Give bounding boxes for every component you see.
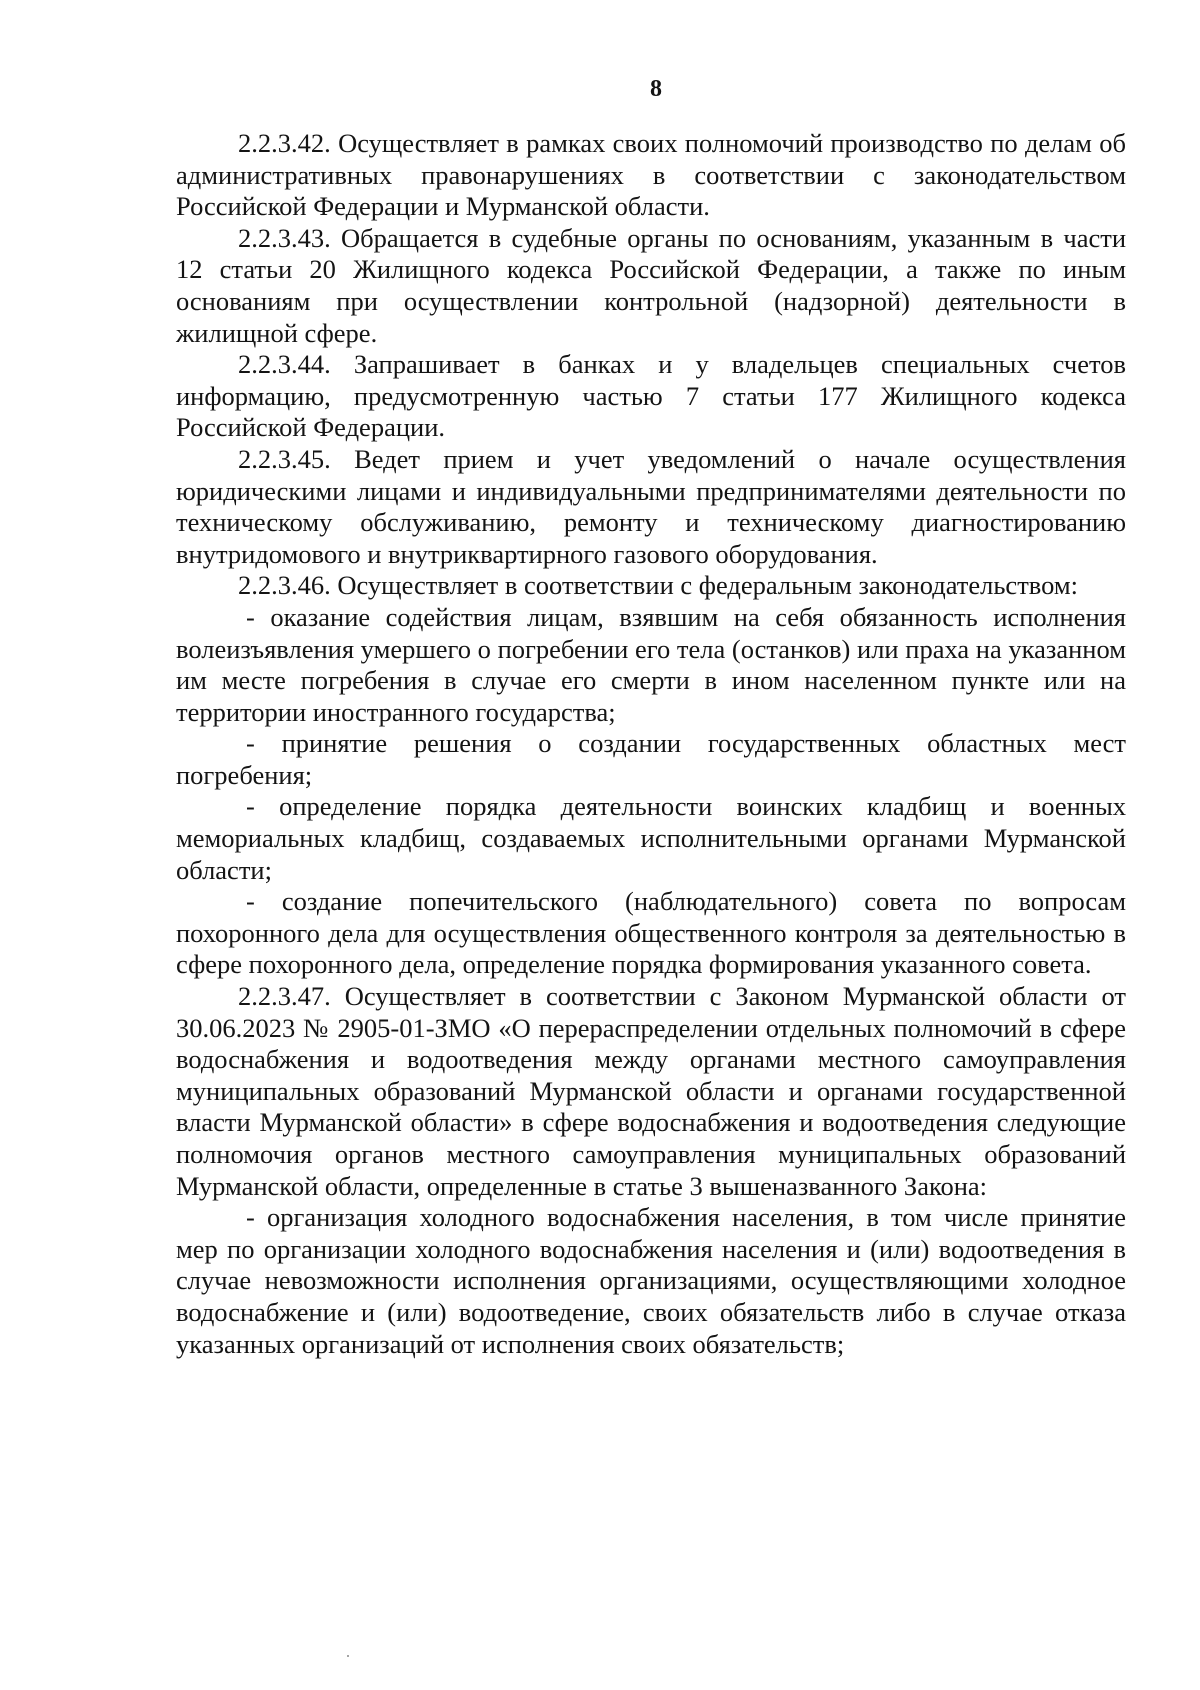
document-body [176, 128, 1126, 1360]
paragraph-2-2-3-45: 2.2.3.45. Ведет прием и учет уведомлений о начале осуществления юридическими лицами и индивидуальными предпринимателями деятельности по техническому обслуживанию, ремонту и техническому диагностированию внутридомового и внутриквартирного газового оборудования. [176, 443, 1126, 569]
list-item-military-cemeteries: - определение порядка деятельности воинских кладбищ и военных мемориальных кладбищ, создаваемых исполнительными органами Мурманской области; [176, 791, 1126, 885]
paragraph-2-2-3-46: 2.2.3.46. Осуществляет в соответствии с федеральным законодательством: [238, 570, 1078, 601]
paragraph-2-2-3-43: 2.2.3.43. Обращается в судебные органы по основаниям, указанным в части 12 статьи 20 Жилищного кодекса Российской Федерации, а также по иным основаниям при осуществлении контрольной (надзорной) деятельности в жилищной сфере. [176, 222, 1126, 348]
list-item-trustee-council: - создание попечительского (наблюдательного) совета по вопросам похоронного дела для осуществления общественного контроля за деятельностью в сфере похоронного дела, определение порядка формирования указанного совета. [176, 886, 1126, 980]
list-item-cold-water-supply: - организация холодного водоснабжения населения, в том числе принятие мер по организации холодного водоснабжения населения и (или) водоотведения в случае невозможности исполнения организациями, осуществляющими холодное водоснабжение и (или) водоотведение, своих обязательств либо в случае отказа указанных организаций от исполнения своих обязательств; [176, 1202, 1126, 1359]
paragraph-2-2-3-47: 2.2.3.47. Осуществляет в соответствии с Законом Мурманской области от 30.06.2023 № 2905-01-ЗМО «О перераспределении отдельных полномочий в сфере водоснабжения и водоотведения между органами местного самоуправления муниципальных образований Мурманской области и органами государственной власти Мурманской области» в сфере водоснабжения и водоотведения следующие полномочия органов местного самоуправления муниципальных образований Мурманской области, определенные в статье 3 вышеназванного Закона: [176, 981, 1126, 1201]
scan-artifact [347, 1655, 349, 1657]
list-item-burial-places: - принятие решения о создании государственных областных мест погребения; [176, 728, 1126, 790]
page-number: 8 [650, 76, 662, 102]
paragraph-2-2-3-42: 2.2.3.42. Осуществляет в рамках своих полномочий производство по делам об административных правонарушениях в соответствии с законодательством Российской Федерации и Мурманской области. [176, 128, 1126, 222]
paragraph-2-2-3-44: 2.2.3.44. Запрашивает в банках и у владельцев специальных счетов информацию, предусмотренную частью 7 статьи 177 Жилищного кодекса Российской Федерации. [176, 349, 1126, 443]
list-item-burial-assistance: - оказание содействия лицам, взявшим на себя обязанность исполнения волеизъявления умершего о погребении его тела (останков) или праха на указанном им месте погребения в случае его смерти в ином населенном пункте или на территории иностранного государства; [176, 601, 1126, 727]
